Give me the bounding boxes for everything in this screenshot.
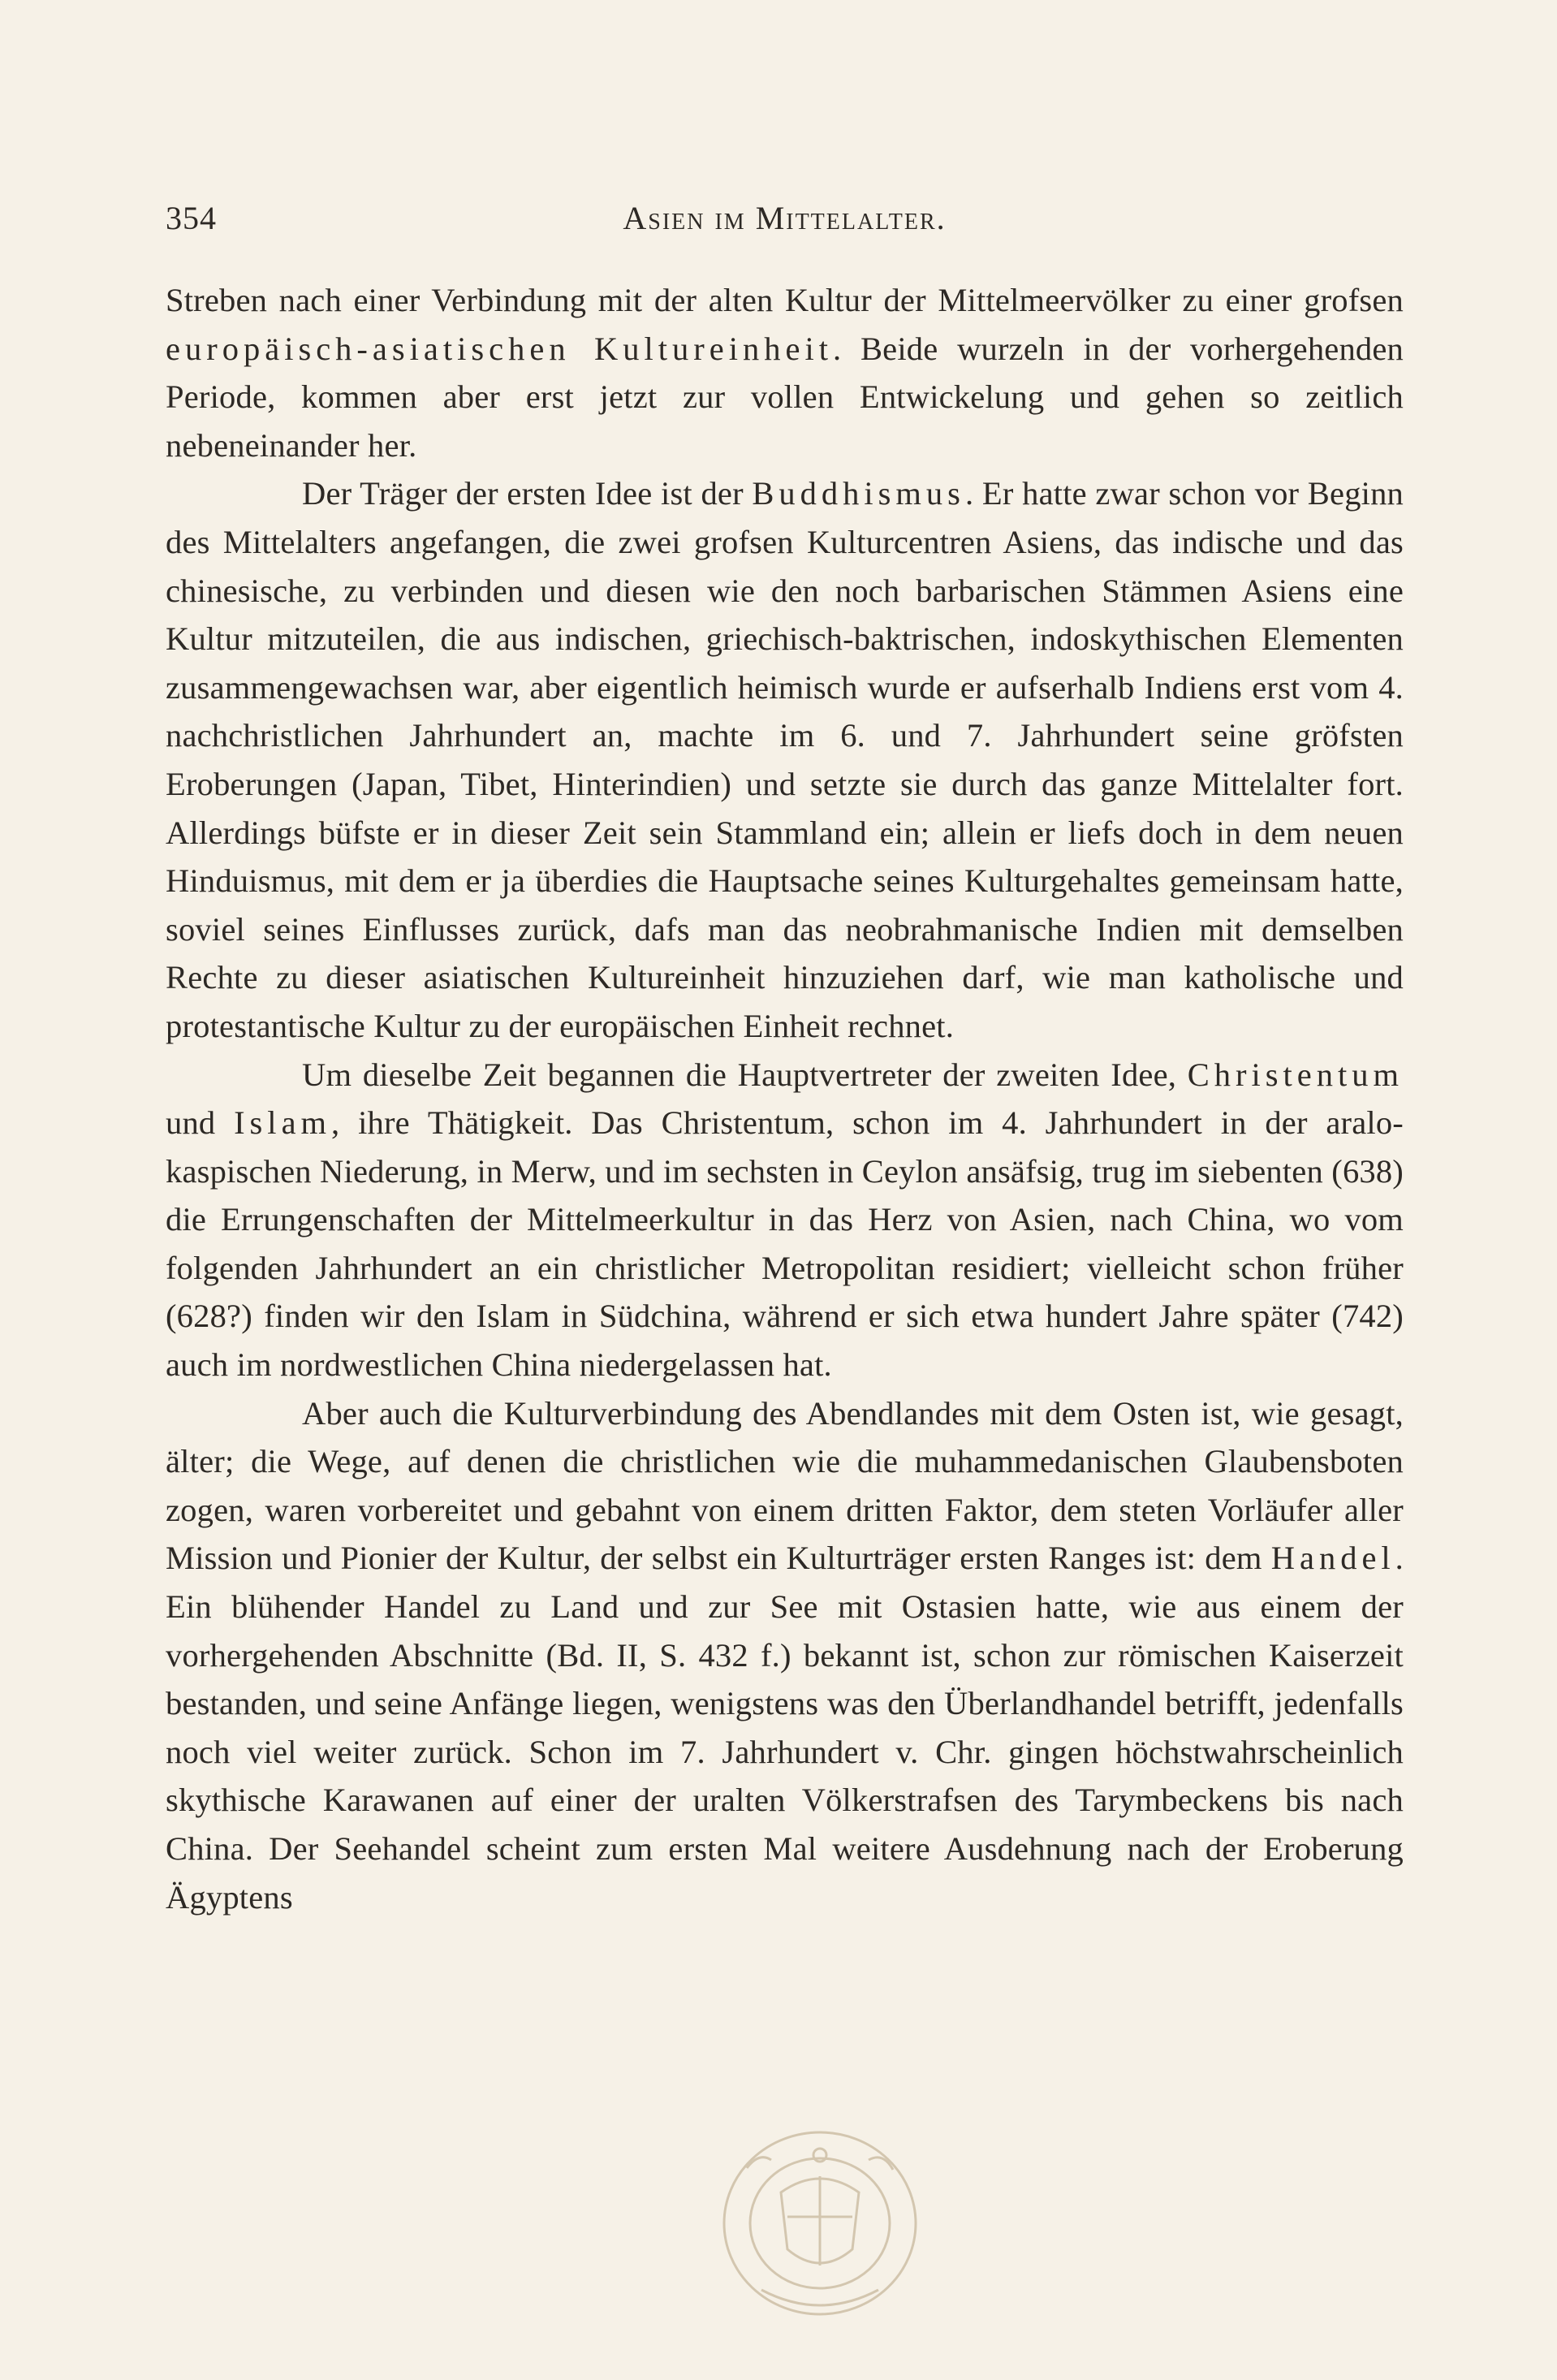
text-run: Der Träger der ersten Idee ist der: [302, 475, 753, 512]
text-run: . Er hatte zwar schon vor Beginn des Mittelalters angefangen, die zwei grofsen Kulturcentren Asiens, das indische und das chinesische, zu verbinden und diesen wie den noch barbarischen Stämmen Asiens eine Kultur mitzuteilen, die aus indischen, griechisch-baktrischen, indoskythischen Elementen zusammengewachsen war, aber eigentlich heimisch wurde er aufserhalb Indiens erst vom 4. nachchristlichen Jahrhundert an, machte im 6. und 7. Jahrhundert seine gröfsten Eroberungen (Japan, Tibet, Hinterindien) und setzte sie durch das ganze Mittelalter fort. Allerdings büfste er in dieser Zeit sein Stammland ein; allein er liefs doch in dem neuen Hinduismus, mit dem er ja überdies die Hauptsache seines Kulturgehaltes gemeinsam hatte, soviel seines Einflusses zurück, dafs man das neobrahmanische Indien mit demselben Rechte zu dieser asiatischen Kultureinheit hinzuziehen darf, wie man katholische und protestantische Kultur zu der europäischen Einheit rechnet.: [166, 475, 1404, 1044]
spaced-emphasis: Christentum: [1187, 1056, 1404, 1093]
running-title: Asien im Mittelalter.: [623, 200, 947, 236]
text-run: . Beide wurzeln in der vorhergehenden Periode, kommen aber erst jetzt zur vollen Entwickelung und gehen so zeitlich nebeneinander her.: [166, 330, 1404, 464]
library-stamp-icon: [698, 2119, 942, 2339]
text-run: . Ein blühender Handel zu Land und zur See mit Ostasien hatte, wie aus einem der vorhergehenden Abschnitte (Bd. II, S. 432 f.) bekannt ist, schon zur römischen Kaiserzeit bestanden, und seine Anfänge liegen, wenigstens was den Überlandhandel betrifft, jedenfalls noch viel weiter zurück. Schon im 7. Jahrhundert v. Chr. gingen höchstwahrscheinlich skythische Karawanen auf einer der uralten Völkerstrafsen des Tarymbeckens bis nach China. Der Seehandel scheint zum ersten Mal weitere Ausdehnung nach der Eroberung Ägyptens: [166, 1540, 1404, 1916]
stamp-graphic: [698, 2119, 942, 2339]
page-number: 354: [166, 200, 217, 236]
spaced-emphasis: europäisch-asiatischen Kultureinheit: [166, 330, 833, 367]
paragraph-4: [166, 1389, 1404, 1922]
text-run: , ihre Thätigkeit. Das Christentum, schon im 4. Jahrhundert in der aralo-kaspischen Niederung, in Merw, und im sechsten in Ceylon ansäfsig, trug im siebenten (638) die Errungenschaften der Mittelmeerkultur in das Herz von Asien, nach China, wo vom folgenden Jahrhundert an ein christlicher Metropolitan residiert; vielleicht schon früher (628?) finden wir den Islam in Südchina, während er sich etwa hundert Jahre später (742) auch im nordwestlichen China niedergelassen hat.: [166, 1104, 1404, 1384]
text-run: Aber auch die Kulturverbindung des Abendlandes mit dem Osten ist, wie gesagt, älter; die Wege, auf denen die christlichen wie die muhammedanischen Glaubensboten zogen, waren vorbereitet und gebahnt von einem dritten Faktor, dem steten Vorläufer aller Mission und Pionier der Kultur, der selbst ein Kulturträger ersten Ranges ist: dem: [166, 1394, 1404, 1577]
body-text: [166, 276, 1404, 1921]
text-run: Streben nach einer Verbindung mit der alten Kultur der Mittelmeervölker zu einer grofsen: [166, 282, 1404, 318]
running-head: [166, 199, 1404, 248]
text-run: und: [166, 1104, 235, 1142]
paragraph-3: [166, 1051, 1404, 1389]
text-run: Um dieselbe Zeit begannen die Hauptvertreter der zweiten Idee,: [302, 1056, 1188, 1093]
spaced-emphasis: Islam: [234, 1104, 332, 1142]
spaced-emphasis: Handel: [1270, 1540, 1395, 1577]
paragraph-1: [166, 276, 1404, 469]
paragraph-2: [166, 469, 1404, 1050]
spaced-emphasis: Buddhismus: [752, 475, 965, 512]
